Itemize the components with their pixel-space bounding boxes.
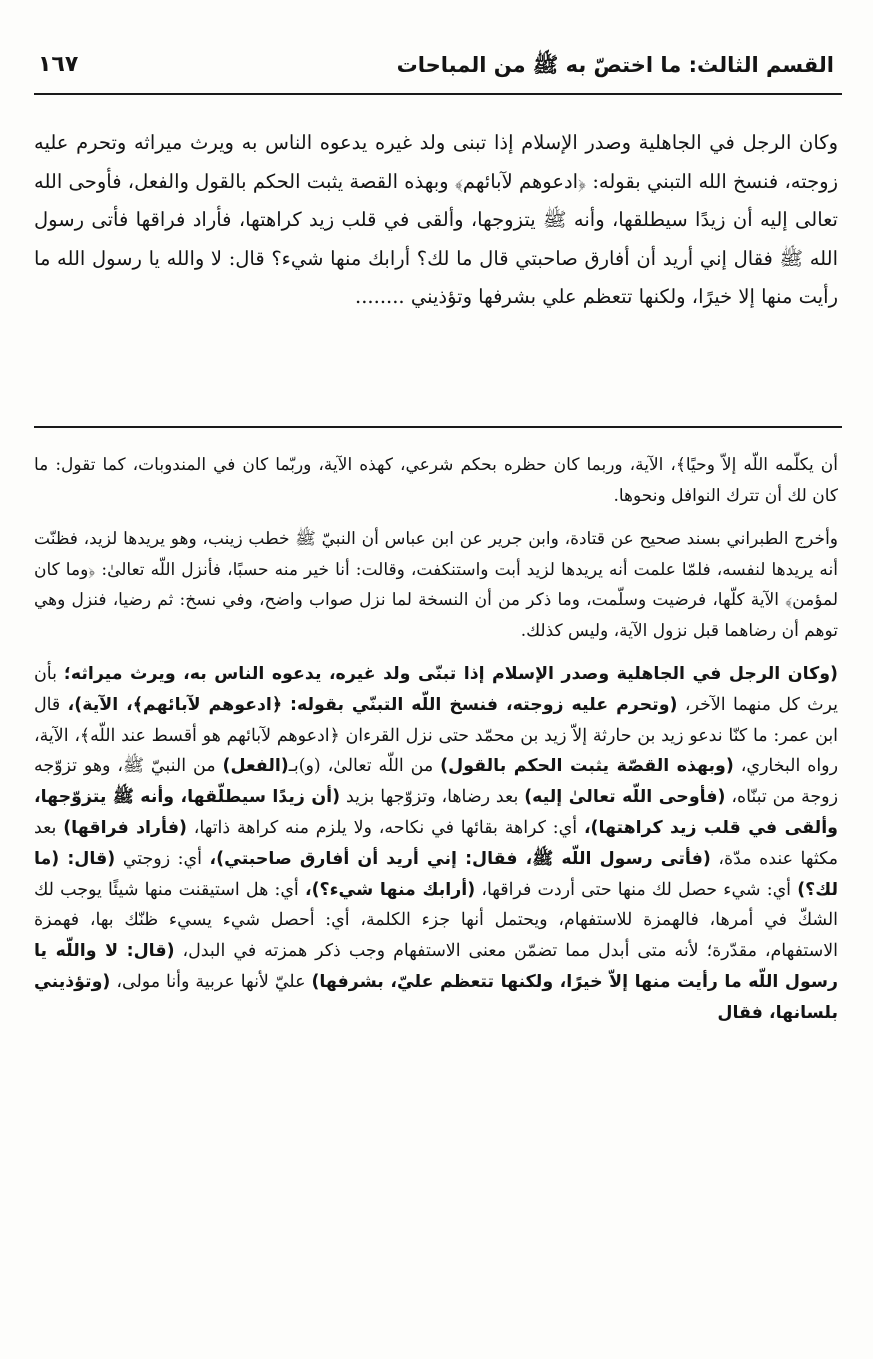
explanation-text: أي: كراهة بقائها في نكاحه، ولا يلزم منه كراهة ذاتها،	[186, 817, 584, 838]
explanation-text: من النبيّ ﷺ، وهو تزوّجه زوجة من تبنّاه،	[34, 756, 838, 808]
page-number: ١٦٧	[38, 52, 79, 77]
explanation-text: أي: هل استيقنت منها شيئًا يوجب لك الشكّ في أمرها، فالهمزة للاستفهام، ويحتمل أنها جزء الكلمة، أي: أحصل شيء يسيء ظنّك بها، فهمزة الاستفهام، مقدّرة؛ لأنه متى أبدل مما تضمّن معنى الاستفهام وجب ذكر همزته في البدل،	[34, 879, 838, 962]
page-header	[34, 44, 842, 94]
main-text-block	[34, 124, 838, 317]
quoted-text: (وبهذه القصّة يثبت الحكم بالقول)	[440, 756, 734, 777]
header-rule	[34, 93, 842, 95]
quoted-text: (فأراد فراقها)	[63, 817, 187, 838]
quoted-text: (وتؤذيني بلسانها، فقال	[34, 971, 838, 1023]
quoted-text: (أن زيدًا سيطلّقها، وأنه ﷺ يتزوّجها، وألقى في قلب زيد كراهتها)،	[34, 787, 838, 838]
explanation-text: بعد رضاها، وتزوّجها بزيد	[340, 787, 525, 808]
explanation-text: من اللّه تعالىٰ، (و)بـ	[288, 756, 441, 777]
explanation-text: بأن يرث كل منهما الآخر،	[34, 664, 838, 715]
footnote-divider	[34, 426, 842, 428]
commentary-block	[34, 450, 838, 1042]
quoted-text: (فأوحى اللّه تعالىٰ إليه)	[524, 787, 726, 808]
quoted-text: (وكان الرجل في الجاهلية وصدر الإسلام إذا تبنّى ولد غيره، يدعوه الناس به، ويرث ميراثه؛	[63, 664, 838, 684]
quoted-text: (أرابك منها شيء؟)،	[304, 879, 476, 900]
commentary-paragraph-1: أن يكلّمه اللّه إلاّ وحيًا﴾، الآية، وربما كان حظره بحكم شرعي، كهذه الآية، وربّما كان في المندوبات، كما تقول: ما كان لك أن تترك النوافل ونحوها.	[34, 455, 838, 506]
explanation-text: بعد مكثها عنده مدّة،	[34, 817, 838, 869]
running-title: القسم الثالث: ما اختصّ به ﷺ من المباحات	[396, 53, 834, 77]
commentary-paragraph-2: وأخرج الطبراني بسند صحيح عن قتادة، وابن جرير عن ابن عباس أن النبيّ ﷺ خطب زينب، وهو يريدها لزيد، فظنّت أنه يريدها لنفسه، فلمّا علمت أنه يريدها لزيد أبت واستنكفت، وقالت: أنا خير منه حسبًا، فأنزل اللّه تعالىٰ: ﴿وما كان لمؤمن﴾ الآية كلّها، فرضيت وسلّمت، وما ذكر من أن النسخة لما نزل صواب واضح، وفي نسخ: ثم رضيا، فنزل وهي توهم أن رضاهما قبل نزول الآية، وليس كذلك.	[34, 529, 838, 641]
main-paragraph: وكان الرجل في الجاهلية وصدر الإسلام إذا تبنى ولد غيره يدعوه الناس به ويرث ميراثه وتحرم عليه زوجته، فنسخ الله التبني بقوله: ﴿ادعوهم لآبائهم﴾ وبهذه القصة يثبت الحكم بالقول والفعل، فأوحى الله تعالى إليه أن زيدًا سيطلقها، وأنه ﷺ يتزوجها، وألقى في قلب زيد كراهتها، فأراد فراقها فأتى رسول الله ﷺ فقال إني أريد أن أفارق صاحبتي قال ما لك؟ أرابك منها شيء؟ قال: لا والله يا رسول الله ما رأيت منها إلا خيرًا، ولكنها تتعظم علي بشرفها وتؤذيني ........	[34, 131, 838, 308]
quoted-text: (قال: لا واللّه يا رسول اللّه ما رأيت منها إلاّ خيرًا، ولكنها تتعظم عليّ، بشرفها)	[34, 941, 838, 992]
explanation-text: قال ابن عمر: ما كنّا ندعو زيد بن حارثة إلاّ زيد بن محمّد حتى نزل القرءان ﴿ادعوهم لآبائهم هو أقسط عند اللّه﴾، الآية، رواه البخاري،	[34, 694, 838, 777]
explanation-text: عليّ لأنها عربية وأنا مولى،	[110, 971, 312, 992]
commentary-paragraph-3	[34, 659, 838, 1029]
explanation-text: أي: زوجتي	[115, 848, 210, 869]
explanation-text: أي: شيء حصل لك منها حتى أردت فراقها،	[475, 879, 798, 900]
quoted-text: (الفعل)	[222, 756, 289, 777]
quoted-text: (فأتى رسول اللّه ﷺ، فقال: إني أريد أن أفارق صاحبتي)،	[209, 848, 711, 869]
quoted-text: (قال: (ما لك؟)	[34, 848, 838, 900]
quoted-text: (وتحرم عليه زوجته، فنسخ اللّه التبنّي بقوله: ﴿ادعوهم لآبائهم﴾، الآية)،	[67, 694, 678, 715]
